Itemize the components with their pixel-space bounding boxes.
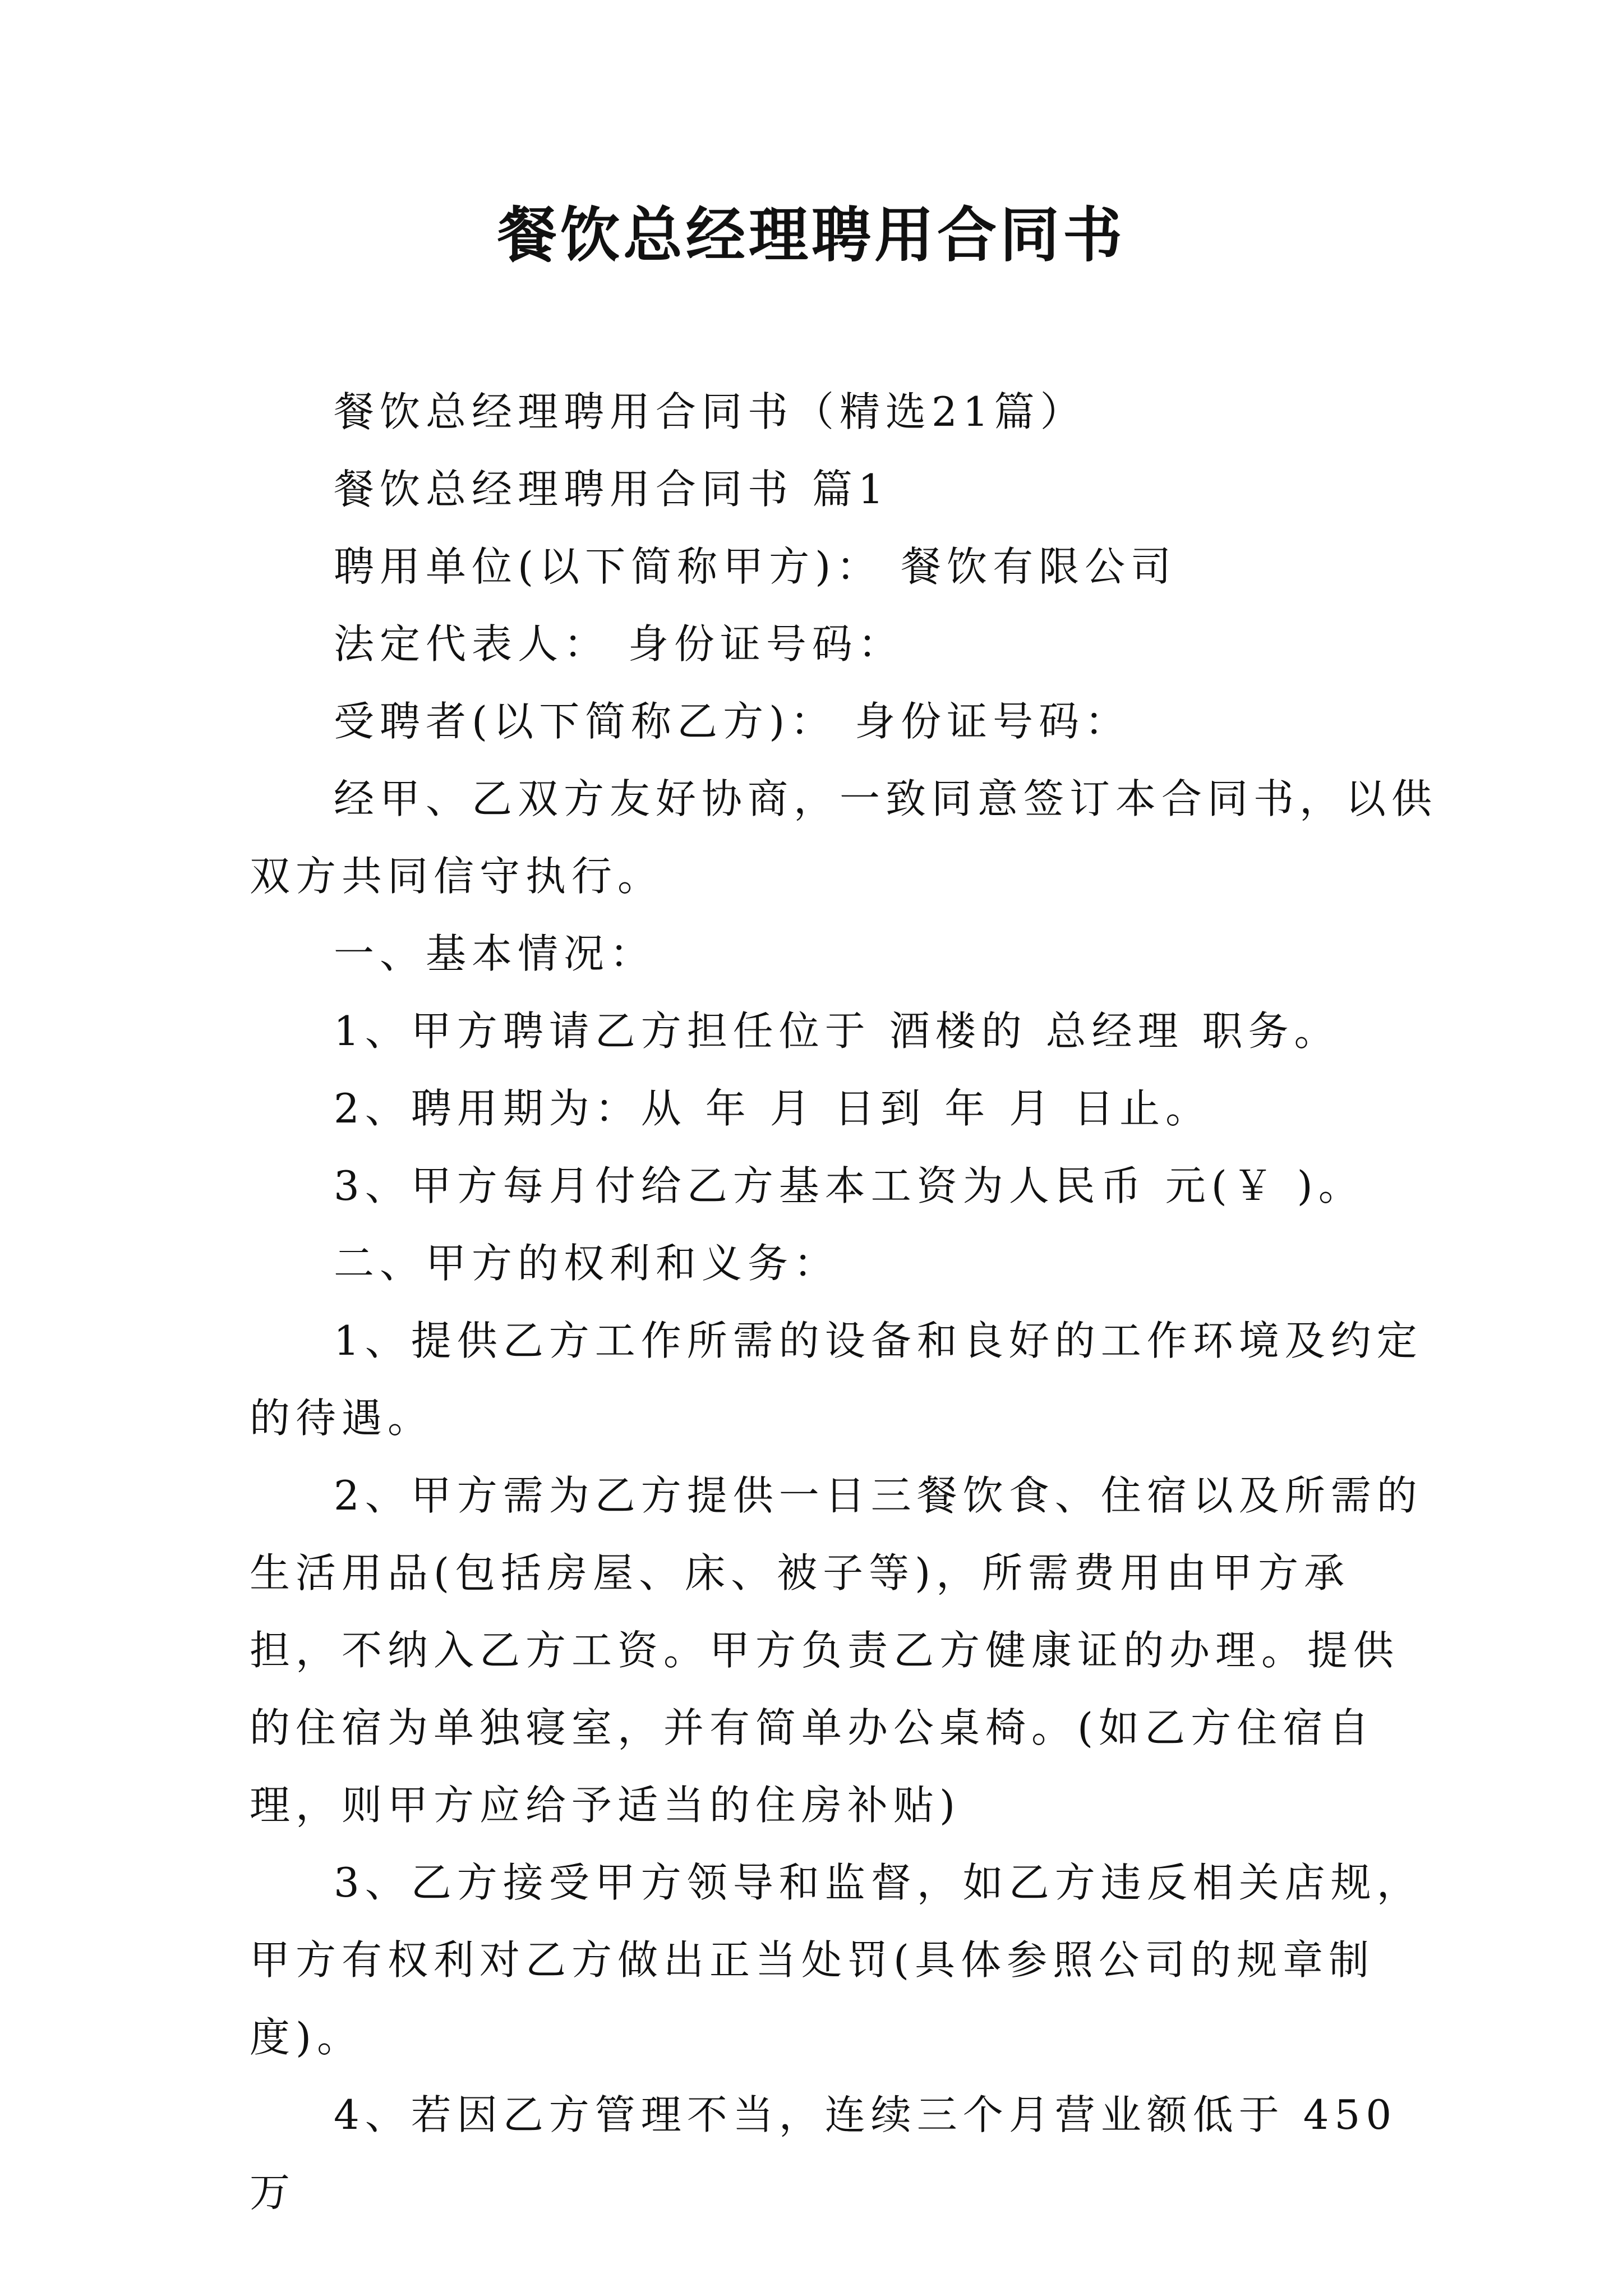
paragraph-item-1: 1、甲方聘请乙方担任位于 酒楼的 总经理 职务。 — [334, 1007, 1340, 1055]
paragraph-rights-heading: 二、甲方的权利和义务： — [334, 1240, 840, 1287]
paragraph-section-heading: 餐饮总经理聘用合同书 篇1 — [334, 466, 889, 513]
paragraph-employee: 受聘者(以下简称乙方)： 身份证号码： — [334, 698, 1131, 745]
paragraph-basic-info-heading: 一、基本情况： — [334, 930, 656, 977]
document-title: 餐饮总经理聘用合同书 — [497, 201, 1126, 270]
paragraph-rights-3: 3、乙方接受甲方领导和监督，如乙方违反相关店规，甲方有权利对乙方做出正当处罚(具体参照公司的规章制度)。 — [250, 1859, 1423, 2061]
paragraph-rights-2: 2、甲方需为乙方提供一日三餐饮食、住宿以及所需的生活用品(包括房屋、床、被子等)，所需费用由甲方承担，不纳入乙方工资。甲方负责乙方健康证的办理。提供的住宿为单独寝室，并有简单办公桌椅。(如乙方住宿自理，则甲方应给予适当的住房补贴) — [250, 1472, 1423, 1829]
paragraph-agreement: 经甲、乙双方友好协商，一致同意签订本合同书，以供双方共同信守执行。 — [250, 775, 1438, 900]
paragraph-item-3: 3、甲方每月付给乙方基本工资为人民币 元(￥ )。 — [334, 1162, 1364, 1209]
paragraph-rights-4: 4、若因乙方管理不当，连续三个月营业额低于 450 万 — [250, 2091, 1398, 2216]
paragraph-item-2: 2、聘用期为：从 年 月 日到 年 月 日止。 — [334, 1085, 1212, 1132]
paragraph-subtitle: 餐饮总经理聘用合同书（精选21篇） — [334, 388, 1086, 435]
paragraph-legal-representative: 法定代表人： 身份证号码： — [334, 620, 904, 668]
document-body — [250, 373, 1438, 2231]
paragraph-employer: 聘用单位(以下简称甲方)： 餐饮有限公司 — [334, 543, 1177, 590]
paragraph-rights-1: 1、提供乙方工作所需的设备和良好的工作环境及约定的待遇。 — [250, 1317, 1423, 1442]
